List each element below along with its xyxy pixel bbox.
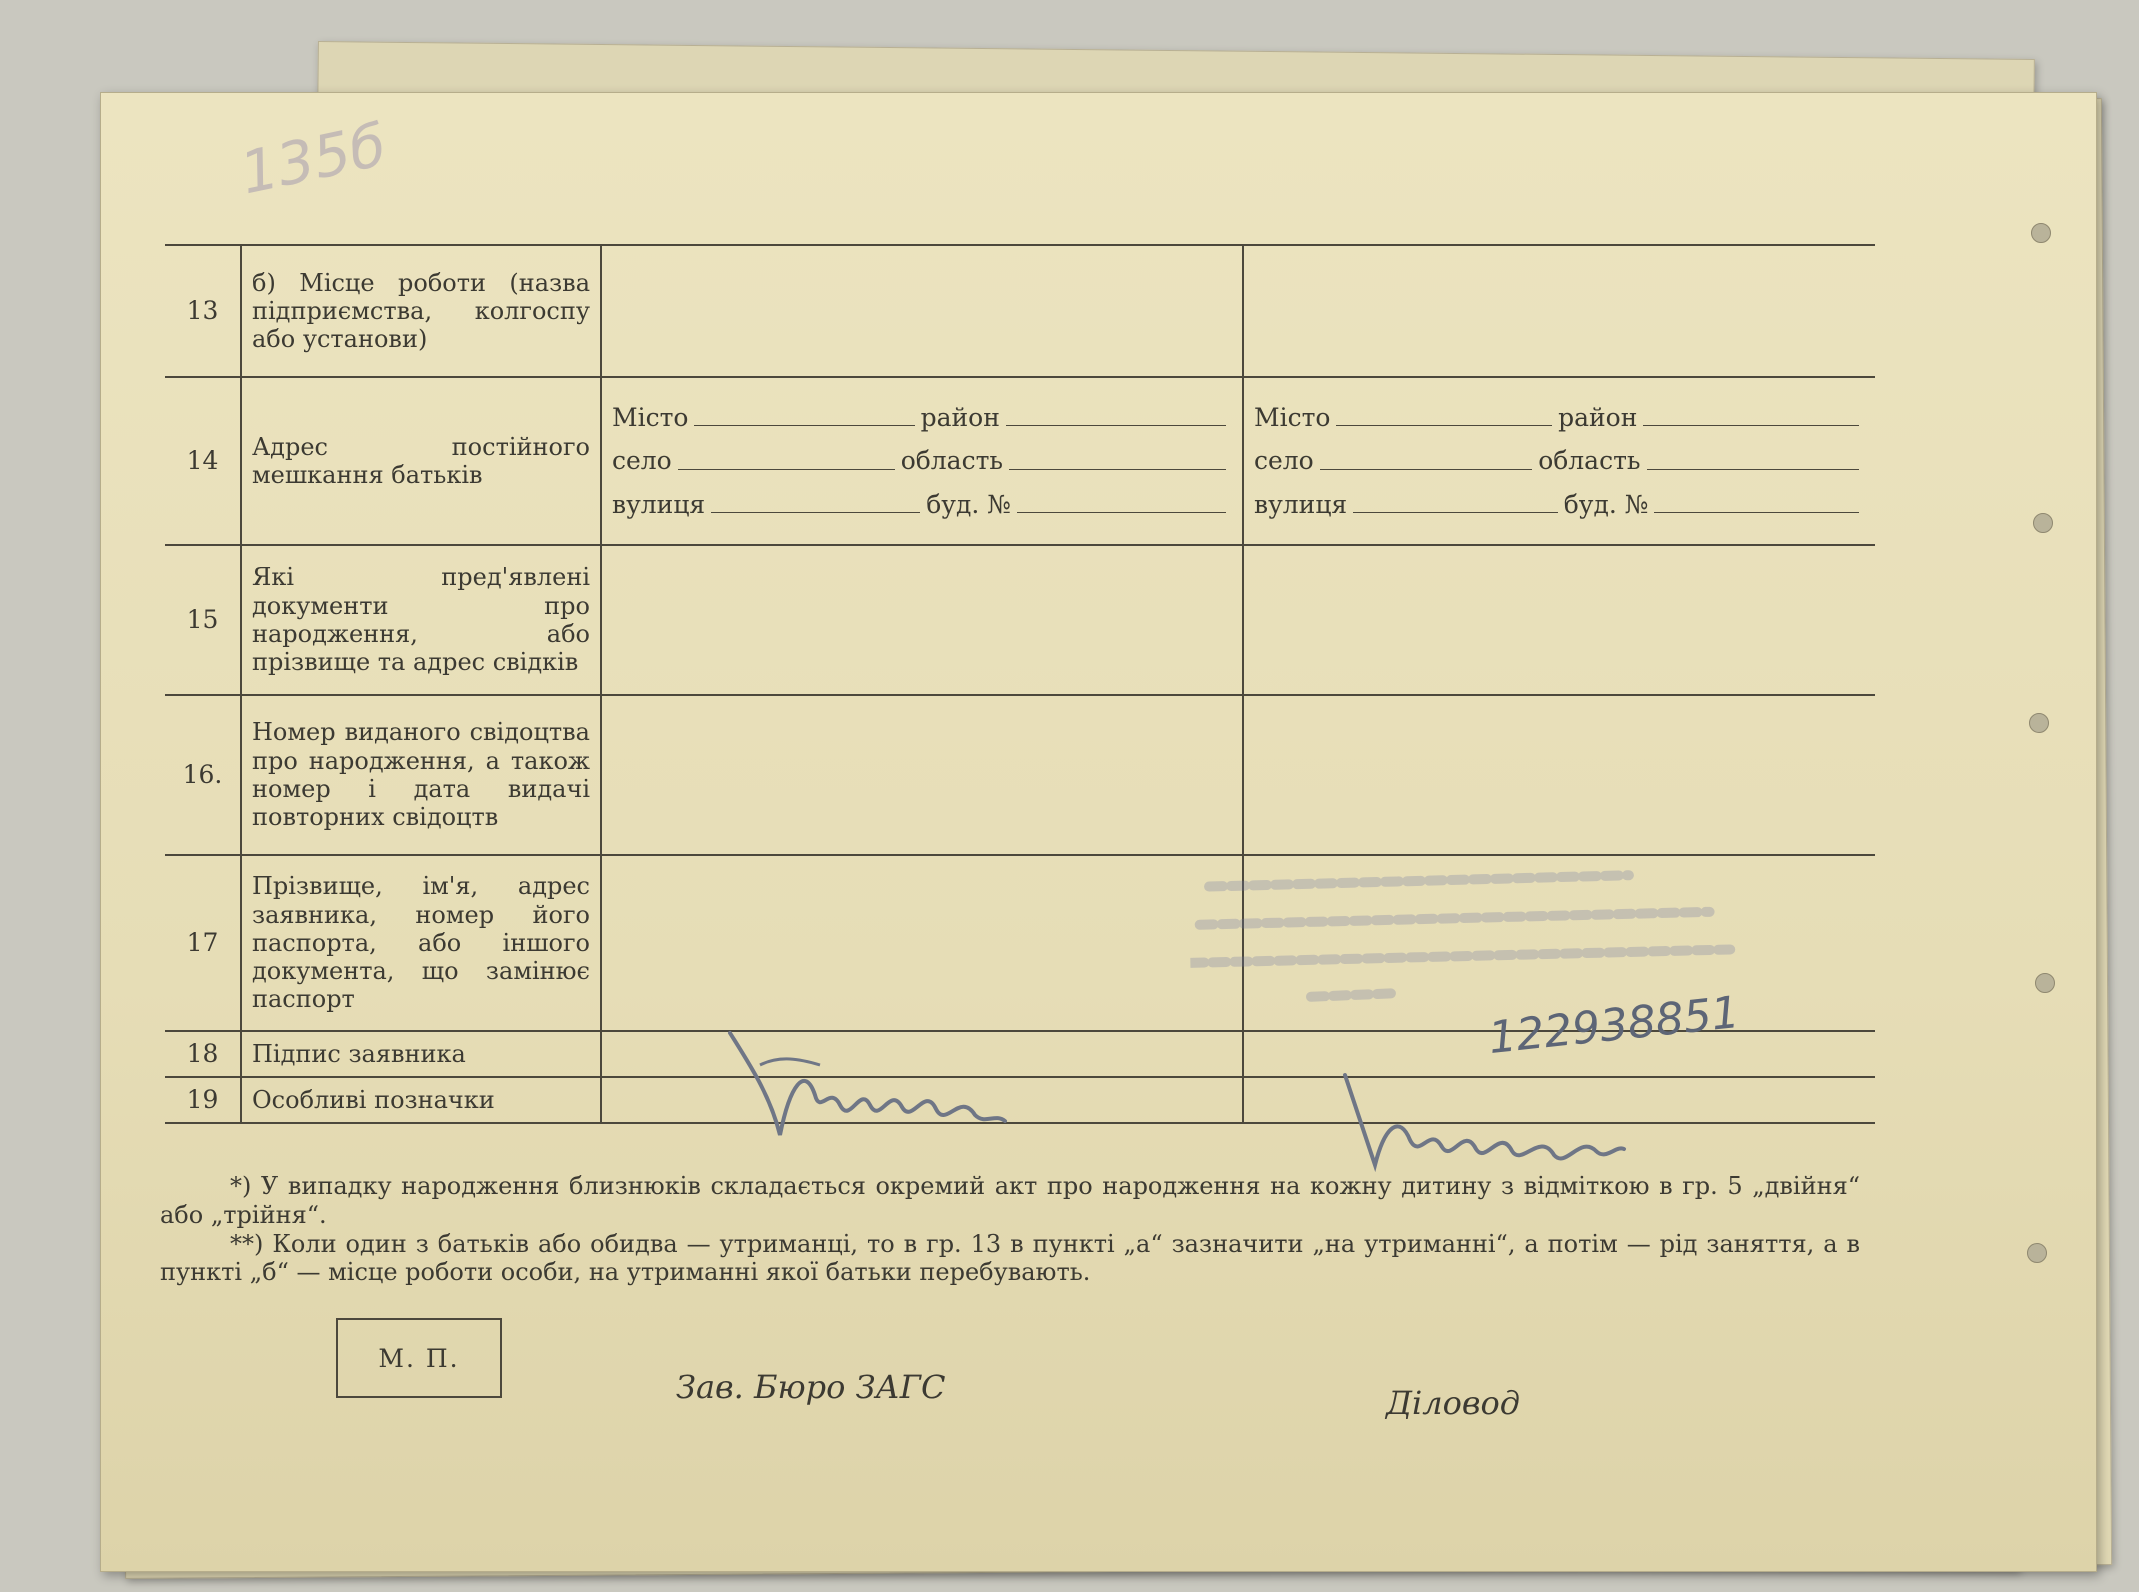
folio-number: 135б <box>234 110 392 208</box>
punch-hole <box>2035 973 2055 993</box>
father-address-cell <box>601 377 1243 545</box>
form-row-15 <box>165 545 1875 695</box>
applicant-signature <box>720 1025 1020 1145</box>
row-number: 16. <box>165 695 241 855</box>
row-label: б) Місце роботи (назва підприємства, колгоспу або установи) <box>241 245 601 377</box>
city-label: Місто <box>612 402 689 432</box>
row-label: Адрес постійного мешкання батьків <box>241 377 601 545</box>
row-number: 18 <box>165 1031 241 1077</box>
district-label: район <box>920 402 1000 432</box>
punch-hole <box>2029 713 2049 733</box>
form-row-13 <box>165 245 1875 377</box>
street-label: вулиця <box>1254 489 1348 519</box>
village-label: село <box>612 446 672 476</box>
stamp-place-box: М. П. <box>336 1318 502 1398</box>
address-line <box>1254 490 1865 520</box>
punch-hole <box>2031 223 2051 243</box>
row-label: Особливі позначки <box>241 1077 601 1123</box>
district-label: район <box>1558 402 1638 432</box>
footnote-dependents: **) Коли один з батьків або обидва — утриманці, то в гр. 13 в пункті „а“ зазначити „на утриманні“, а потім — рід заняття, а в пункті „б“ — місце роботи особи, на утриманні якої батьки перебувають. <box>160 1229 1860 1287</box>
footnotes <box>160 1172 1860 1287</box>
street-label: вулиця <box>612 489 706 519</box>
handwritten-passport-number: 122938851 <box>1486 986 1742 1065</box>
row-number: 17 <box>165 855 241 1031</box>
father-cell <box>601 545 1243 695</box>
region-label: область <box>900 446 1004 476</box>
row-number: 15 <box>165 545 241 695</box>
village-label: село <box>1254 446 1314 476</box>
father-cell <box>601 245 1243 377</box>
row-label: Які пред'явлені документи про народження, або прізвище та адрес свідків <box>241 545 601 695</box>
city-label: Місто <box>1254 402 1331 432</box>
clerk-label: Діловод <box>1386 1384 1521 1422</box>
mother-address-cell <box>1243 377 1875 545</box>
father-cell <box>601 695 1243 855</box>
row-number: 14 <box>165 377 241 545</box>
faded-stamp-impression <box>1189 863 1751 1013</box>
address-line <box>612 490 1232 520</box>
address-line <box>612 446 1232 476</box>
form-row-16 <box>165 695 1875 855</box>
row-label: Прізвище, ім'я, адрес заявника, номер його паспорта, або іншого документа, що замінює паспорт <box>241 855 601 1031</box>
footnote-twins: *) У випадку народження близнюків складається окремий акт про народження на кожну дитину з відміткою в гр. 5 „двійня“ або „трійня“. <box>160 1172 1860 1229</box>
building-label: буд. № <box>926 489 1011 519</box>
form-row-14 <box>165 377 1875 545</box>
second-signature <box>1330 1065 1630 1175</box>
address-line <box>612 403 1232 433</box>
region-label: область <box>1538 446 1641 476</box>
mother-cell <box>1243 695 1875 855</box>
address-line <box>1254 446 1865 476</box>
mother-cell <box>1243 545 1875 695</box>
mother-cell <box>1243 245 1875 377</box>
father-cell <box>601 855 1243 1031</box>
building-label: буд. № <box>1563 489 1649 519</box>
punch-hole <box>2027 1243 2047 1263</box>
row-label: Підпис заявника <box>241 1031 601 1077</box>
row-number: 19 <box>165 1077 241 1123</box>
address-line <box>1254 403 1865 433</box>
row-label: Номер виданого свідоцтва про народження, а також номер і дата видачі повторних свідоцтв <box>241 695 601 855</box>
row-number: 13 <box>165 245 241 377</box>
punch-hole <box>2033 513 2053 533</box>
head-of-registry-label: Зав. Бюро ЗАГС <box>676 1368 946 1406</box>
